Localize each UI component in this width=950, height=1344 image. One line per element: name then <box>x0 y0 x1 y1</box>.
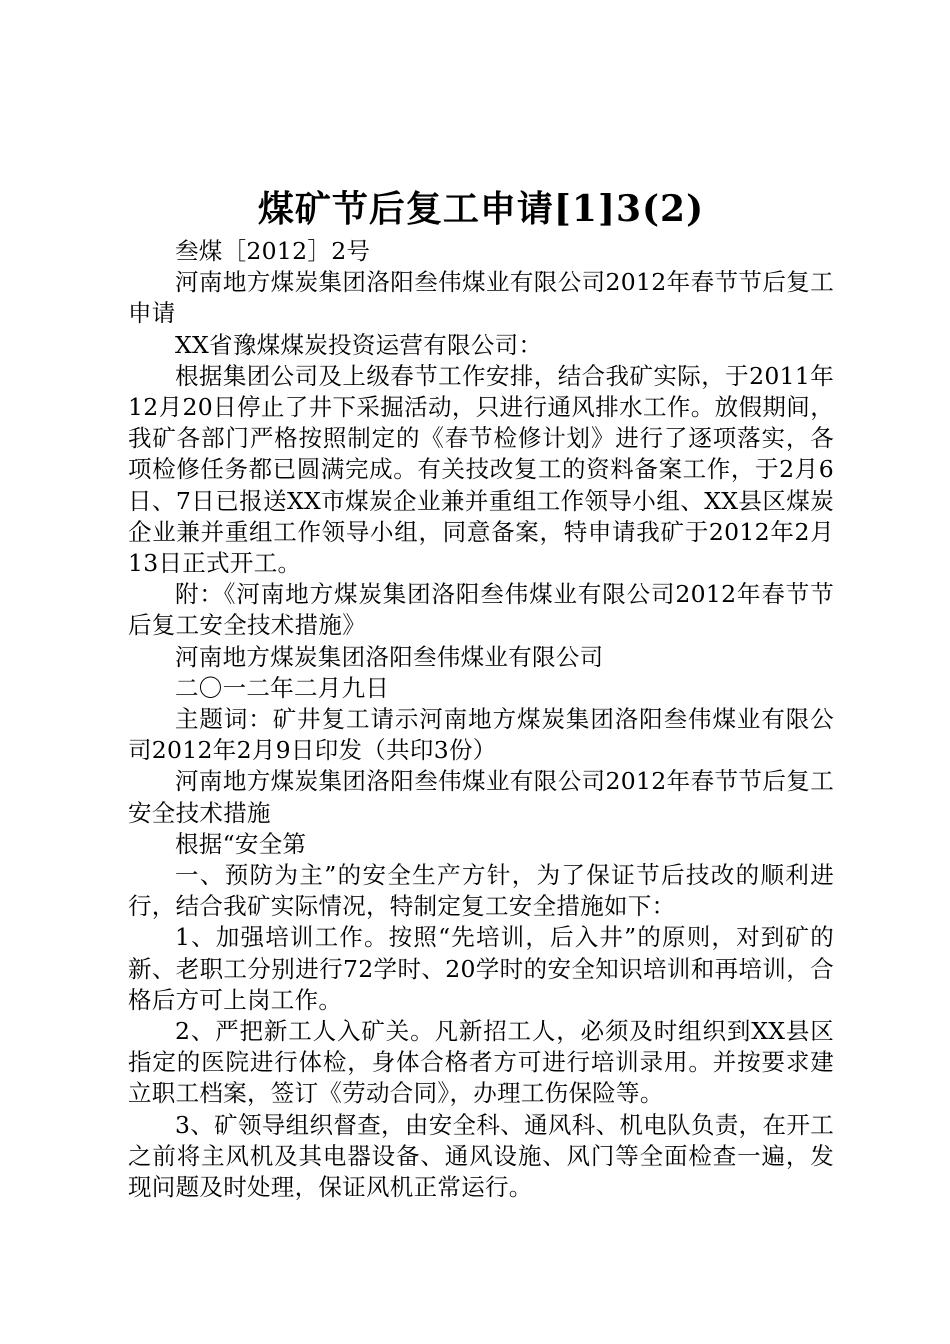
application-heading: 河南地方煤炭集团洛阳叁伟煤业有限公司2012年春节节后复工申请 <box>128 268 834 328</box>
document-page <box>128 184 834 1203</box>
body-paragraph: 根据“安全第 <box>175 829 307 858</box>
measure-item-3: 3、矿领导组织督查，由安全科、通风科、机电队负责，在开工之前将主风机及其电器设备、通风设施、风门等全面检查一遍，发现问题及时处理，保证风机正常运行。 <box>128 1110 834 1202</box>
measure-item-1: 1、加强培训工作。按照“先培训，后入井”的原则，对到矿的新、老职工分别进行72学时、20学时的安全知识培训和再培训，合格后方可上岗工作。 <box>128 923 834 1014</box>
issue-date: 二〇一二年二月九日 <box>175 673 390 702</box>
subject-keywords: 主题词：矿井复工请示河南地方煤炭集团洛阳叁伟煤业有限公司2012年2月9日印发（共印3份） <box>128 705 834 765</box>
document-title: 煤矿节后复工申请[1]3(2) <box>257 188 705 230</box>
document-number: 叁煤［2012］2号 <box>175 237 371 265</box>
body-paragraph: 根据集团公司及上级春节工作安排，结合我矿实际，于2011年12月20日停止了井下采掘活动，只进行通风排水工作。放假期间，我矿各部门严格按照制定的《春节检修计划》进行了逐项落实，各项检修任务都已圆满完成。有关技改复工的资料备案工作，于2月6日、7日已报送XX市煤炭企业兼并重组工作领导小组、XX县区煤炭企业兼并重组工作领导小组，同意备案，特申请我矿于2012年2月13日正式开工。 <box>128 361 834 578</box>
body-paragraph: 一、预防为主”的安全生产方针，为了保证节后技改的顺利进行，结合我矿实际情况，特制定复工安全措施如下： <box>128 861 834 921</box>
addressee: XX省豫煤煤炭投资运营有限公司： <box>175 330 543 359</box>
attachment-note: 附：《河南地方煤炭集团洛阳叁伟煤业有限公司2012年春节节后复工安全技术措施》 <box>128 580 834 640</box>
measures-heading: 河南地方煤炭集团洛阳叁伟煤业有限公司2012年春节节后复工安全技术措施 <box>128 767 834 827</box>
issuer-name: 河南地方煤炭集团洛阳叁伟煤业有限公司 <box>175 642 604 671</box>
measure-item-2: 2、严把新工人入矿关。凡新招工人，必须及时组织到XX县区指定的医院进行体检，身体合格者方可进行培训录用。并按要求建立职工档案，签订《劳动合同》，办理工伤保险等。 <box>128 1017 834 1108</box>
